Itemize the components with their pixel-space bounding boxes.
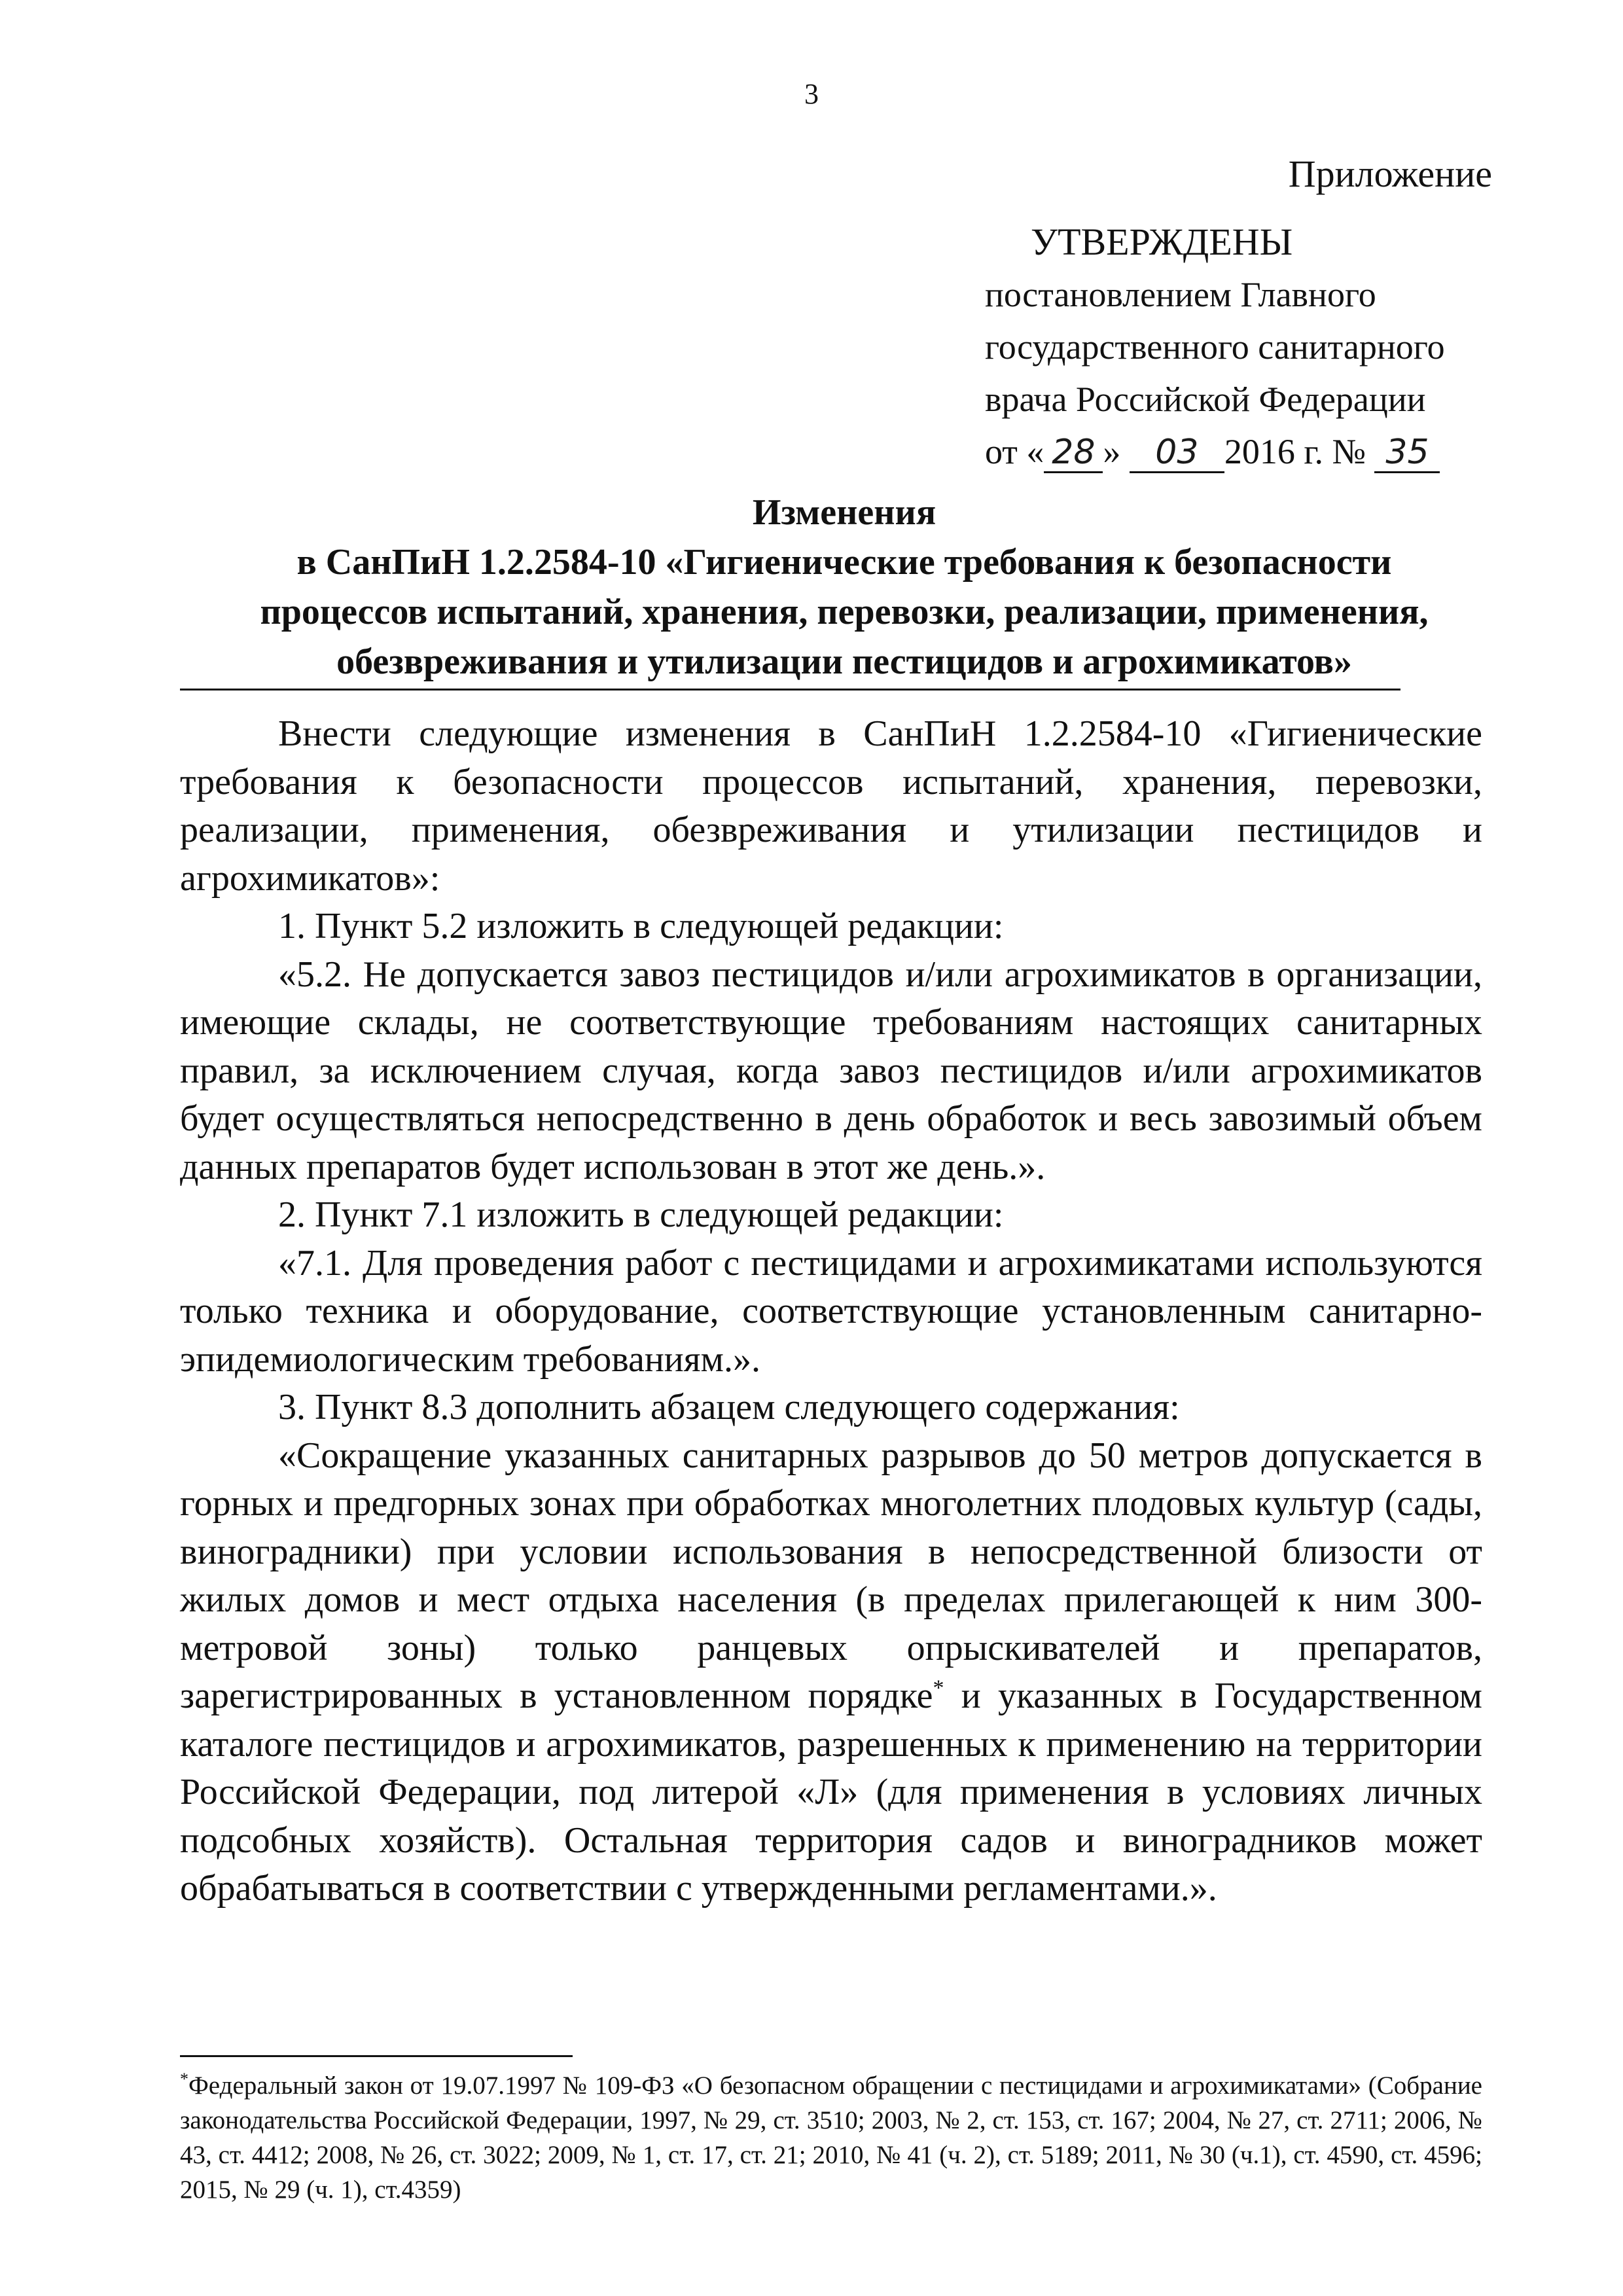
item-3-text-part-b: и указанных в Государственном каталоге пестицидов и агрохимикатов, разрешенных к применению на территории Российской Федерации, под литерой «Л» (для применения в условиях личных подсобных хозяйств). Остальная территория садов и виноградников может обрабатываться в соответствии с утвержденными регламентами.». <box>180 1676 1482 1909</box>
footnote-text: Федеральный закон от 19.07.1997 № 109-ФЗ «О безопасном обращении с пестицидами и агрохимикатами» (Собрание законодательства Российской Федерации, 1997, № 29, ст. 3510; 2003, № 2, ст. 153, ст. 167; 2004, № 27, ст. 2711; 2006, № 43, ст. 4412; 2008, № 26, ст. 3022; 2009, № 1, ст. 17, ст. 21; 2010, № 41 (ч. 2), ст. 5189; 2011, № 30 (ч.1), ст. 4590, ст. 4596; 2015, № 29 (ч. 1), ст.4359) <box>180 2072 1482 2204</box>
date-prefix: от « <box>985 432 1044 471</box>
title-line-2: в СанПиН 1.2.2584-10 «Гигиенические требования к безопасности <box>296 542 1392 583</box>
item-2-heading: 2. Пункт 7.1 изложить в следующей редакции: <box>278 1194 1004 1235</box>
item-3-text-part-a: «Сокращение указанных санитарных разрывов до 50 метров допускается в горных и предгорных зонах при обработках многолетних плодовых культур (сады, виноградники) при условии использования в непосредственной близости от жилых домов и мест отдыха населения (в пределах прилегающей к ним 300-метровой зоны) только ранцевых опрыскивателей и препаратов, зарегистрированных в установленном порядке <box>180 1435 1482 1716</box>
page-number: 3 <box>804 78 819 110</box>
title-line-1: Изменения <box>752 492 936 533</box>
approved-label: УТВЕРЖДЕНЫ <box>1031 221 1293 263</box>
title-underline <box>180 689 1400 691</box>
approval-date-line <box>985 425 1508 478</box>
footnote-mark: * <box>180 2070 188 2089</box>
document-number-handwritten: 35 <box>1374 433 1440 473</box>
item-1-text: «5.2. Не допускается завоз пестицидов и/или агрохимикатов в организации, имеющие склады, не соответствующие требованиям настоящих санитарных правил, за исключением случая, когда завоз пестицидов и/или агрохимикатов будет осуществляться непосредственно в день обработок и весь завозимый объем данных препаратов будет использован в этот же день.». <box>180 954 1482 1187</box>
footnote-separator <box>180 2055 573 2057</box>
approved-by-line-1: постановлением Главного <box>985 275 1376 314</box>
date-month-handwritten: 03 <box>1130 433 1224 473</box>
item-3-text <box>180 1432 1482 1913</box>
date-mid: » <box>1103 432 1121 471</box>
item-3-heading: 3. Пункт 8.3 дополнить абзацем следующего содержания: <box>278 1387 1180 1427</box>
item-2-text: «7.1. Для проведения работ с пестицидами и агрохимикатами используются только техника и оборудование, соответствующие установленным санитарно-эпидемиологическим требованиям.». <box>180 1242 1482 1380</box>
approved-by-line-3: врача Российской Федерации <box>985 380 1426 419</box>
approved-by-line-2: государственного санитарного <box>985 327 1445 367</box>
intro-paragraph: Внести следующие изменения в СанПиН 1.2.2584-10 «Гигиенические требования к безопасности процессов испытаний, хранения, перевозки, реализации, применения, обезвреживания и утилизации пестицидов и агрохимикатов»: <box>180 713 1482 899</box>
date-year-text: 2016 г. № <box>1224 432 1366 471</box>
document-title <box>131 488 1558 687</box>
title-line-4: обезвреживания и утилизации пестицидов и агрохимикатов» <box>336 641 1352 682</box>
appendix-label: Приложение <box>1288 152 1492 195</box>
date-day-handwritten: 28 <box>1044 433 1103 473</box>
footnote <box>180 2068 1482 2207</box>
item-1-heading: 1. Пункт 5.2 изложить в следующей редакции: <box>278 906 1004 946</box>
footnote-reference: * <box>933 1676 944 1700</box>
title-line-3: процессов испытаний, хранения, перевозки, реализации, применения, <box>260 592 1429 632</box>
approval-block <box>985 216 1508 478</box>
document-body <box>180 710 1482 1913</box>
